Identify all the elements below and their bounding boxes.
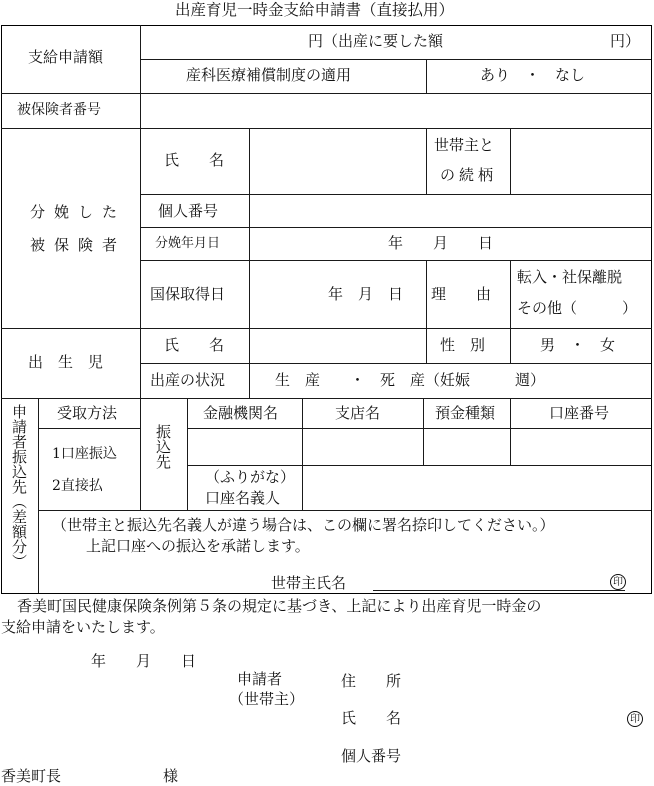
insured-number-input[interactable] bbox=[142, 95, 650, 127]
compensation-label: 産科医療補償制度の適用 bbox=[186, 66, 352, 84]
reason-option-1[interactable]: 転入・社保離脱 bbox=[517, 268, 623, 286]
deposit-type-input[interactable] bbox=[425, 430, 509, 464]
address-label: 住 所 bbox=[341, 672, 402, 690]
head-name-input[interactable] bbox=[375, 570, 605, 590]
addressee-honorific: 様 bbox=[163, 767, 179, 785]
branch-label: 支店名 bbox=[335, 404, 381, 422]
birth-status-label: 出産の状況 bbox=[150, 371, 226, 389]
name-input[interactable] bbox=[420, 705, 620, 729]
account-number-label: 口座番号 bbox=[549, 404, 610, 422]
mother-group-label-1: 分娩した bbox=[30, 203, 127, 221]
insured-number-label: 被保険者番号 bbox=[17, 102, 101, 118]
transfer-note-1: （世帯主と振込先名義人が違う場合は、この欄に署名捺印してください。） bbox=[52, 516, 555, 534]
compensation-options[interactable]: あり ・ なし bbox=[480, 66, 586, 84]
application-date[interactable]: 年 月 日 bbox=[91, 652, 197, 670]
mother-mynumber-input[interactable] bbox=[251, 196, 650, 226]
mother-name-label: 氏 名 bbox=[164, 151, 225, 169]
birth-date-value[interactable]: 年 月 日 bbox=[388, 234, 494, 252]
amount-input[interactable] bbox=[474, 32, 624, 52]
transfer-note-2: 上記口座への振込を承諾します。 bbox=[86, 537, 310, 555]
nhi-date-value[interactable]: 年 月 日 bbox=[328, 285, 404, 303]
head-name-line bbox=[373, 590, 625, 591]
addressee: 香美町長 bbox=[1, 767, 62, 785]
reason-label: 理 由 bbox=[431, 285, 492, 303]
bank-name-label: 金融機関名 bbox=[203, 404, 279, 422]
mother-mynumber-label: 個人番号 bbox=[158, 202, 219, 220]
transfer-group-label: 申請者振込先（差額分） bbox=[10, 404, 28, 569]
destination-label: 振込先 bbox=[154, 424, 172, 469]
account-holder-input[interactable] bbox=[304, 467, 650, 509]
birth-status-options[interactable]: 生 産 ・ 死 産（妊娠 週） bbox=[275, 371, 546, 389]
declaration-line-2: 支給申請をいたします。 bbox=[1, 618, 165, 636]
kana-label: （ふりがな） bbox=[205, 468, 296, 486]
reason-option-2[interactable]: その他（ ） bbox=[517, 299, 638, 317]
account-number-input[interactable] bbox=[512, 430, 650, 464]
seal-icon: 印 bbox=[627, 711, 643, 727]
mother-name-input[interactable] bbox=[251, 130, 425, 193]
method-option-1[interactable]: 1口座振込 bbox=[52, 446, 117, 462]
mynumber-input[interactable] bbox=[420, 743, 645, 767]
nhi-date-label: 国保取得日 bbox=[150, 285, 226, 303]
deposit-type-label: 預金種類 bbox=[435, 404, 496, 422]
child-group-label: 出 生 児 bbox=[28, 353, 104, 371]
form-title: 出産育児一時金支給申請書（直接払用） bbox=[175, 1, 455, 19]
head-name-label: 世帯主氏名 bbox=[271, 574, 347, 592]
child-name-label: 氏 名 bbox=[164, 336, 225, 354]
relation-label-1: 世帯主と bbox=[434, 136, 495, 154]
amount-label: 支給申請額 bbox=[28, 48, 104, 66]
child-name-input[interactable] bbox=[251, 330, 425, 362]
birth-date-label: 分娩年月日 bbox=[155, 236, 221, 251]
amount-yen-close: 円） bbox=[610, 32, 641, 50]
mynumber-label: 個人番号 bbox=[341, 747, 402, 765]
sex-options[interactable]: 男 ・ 女 bbox=[540, 336, 616, 354]
declaration-line-1: 香美町国民健康保険条例第５条の規定に基づき、上記により出産育児一時金の bbox=[17, 597, 542, 615]
method-label: 受取方法 bbox=[57, 404, 118, 422]
applicant-sub-label: （世帯主） bbox=[229, 690, 305, 708]
relation-label-2: の続柄 bbox=[440, 166, 498, 184]
relation-input[interactable] bbox=[512, 130, 650, 193]
address-input[interactable] bbox=[420, 668, 645, 692]
account-holder-label: 口座名義人 bbox=[205, 489, 281, 507]
applicant-label: 申請者 bbox=[237, 670, 283, 688]
sex-label: 性 別 bbox=[440, 336, 486, 354]
seal-icon: 印 bbox=[610, 574, 626, 590]
amount-yen-text: 円（出産に要した額 bbox=[308, 32, 444, 50]
name-label: 氏 名 bbox=[341, 709, 402, 727]
branch-input[interactable] bbox=[304, 430, 422, 464]
method-option-2[interactable]: 2直接払 bbox=[52, 478, 103, 494]
mother-group-label-2: 被保険者 bbox=[30, 236, 127, 254]
bank-name-input[interactable] bbox=[189, 430, 301, 464]
